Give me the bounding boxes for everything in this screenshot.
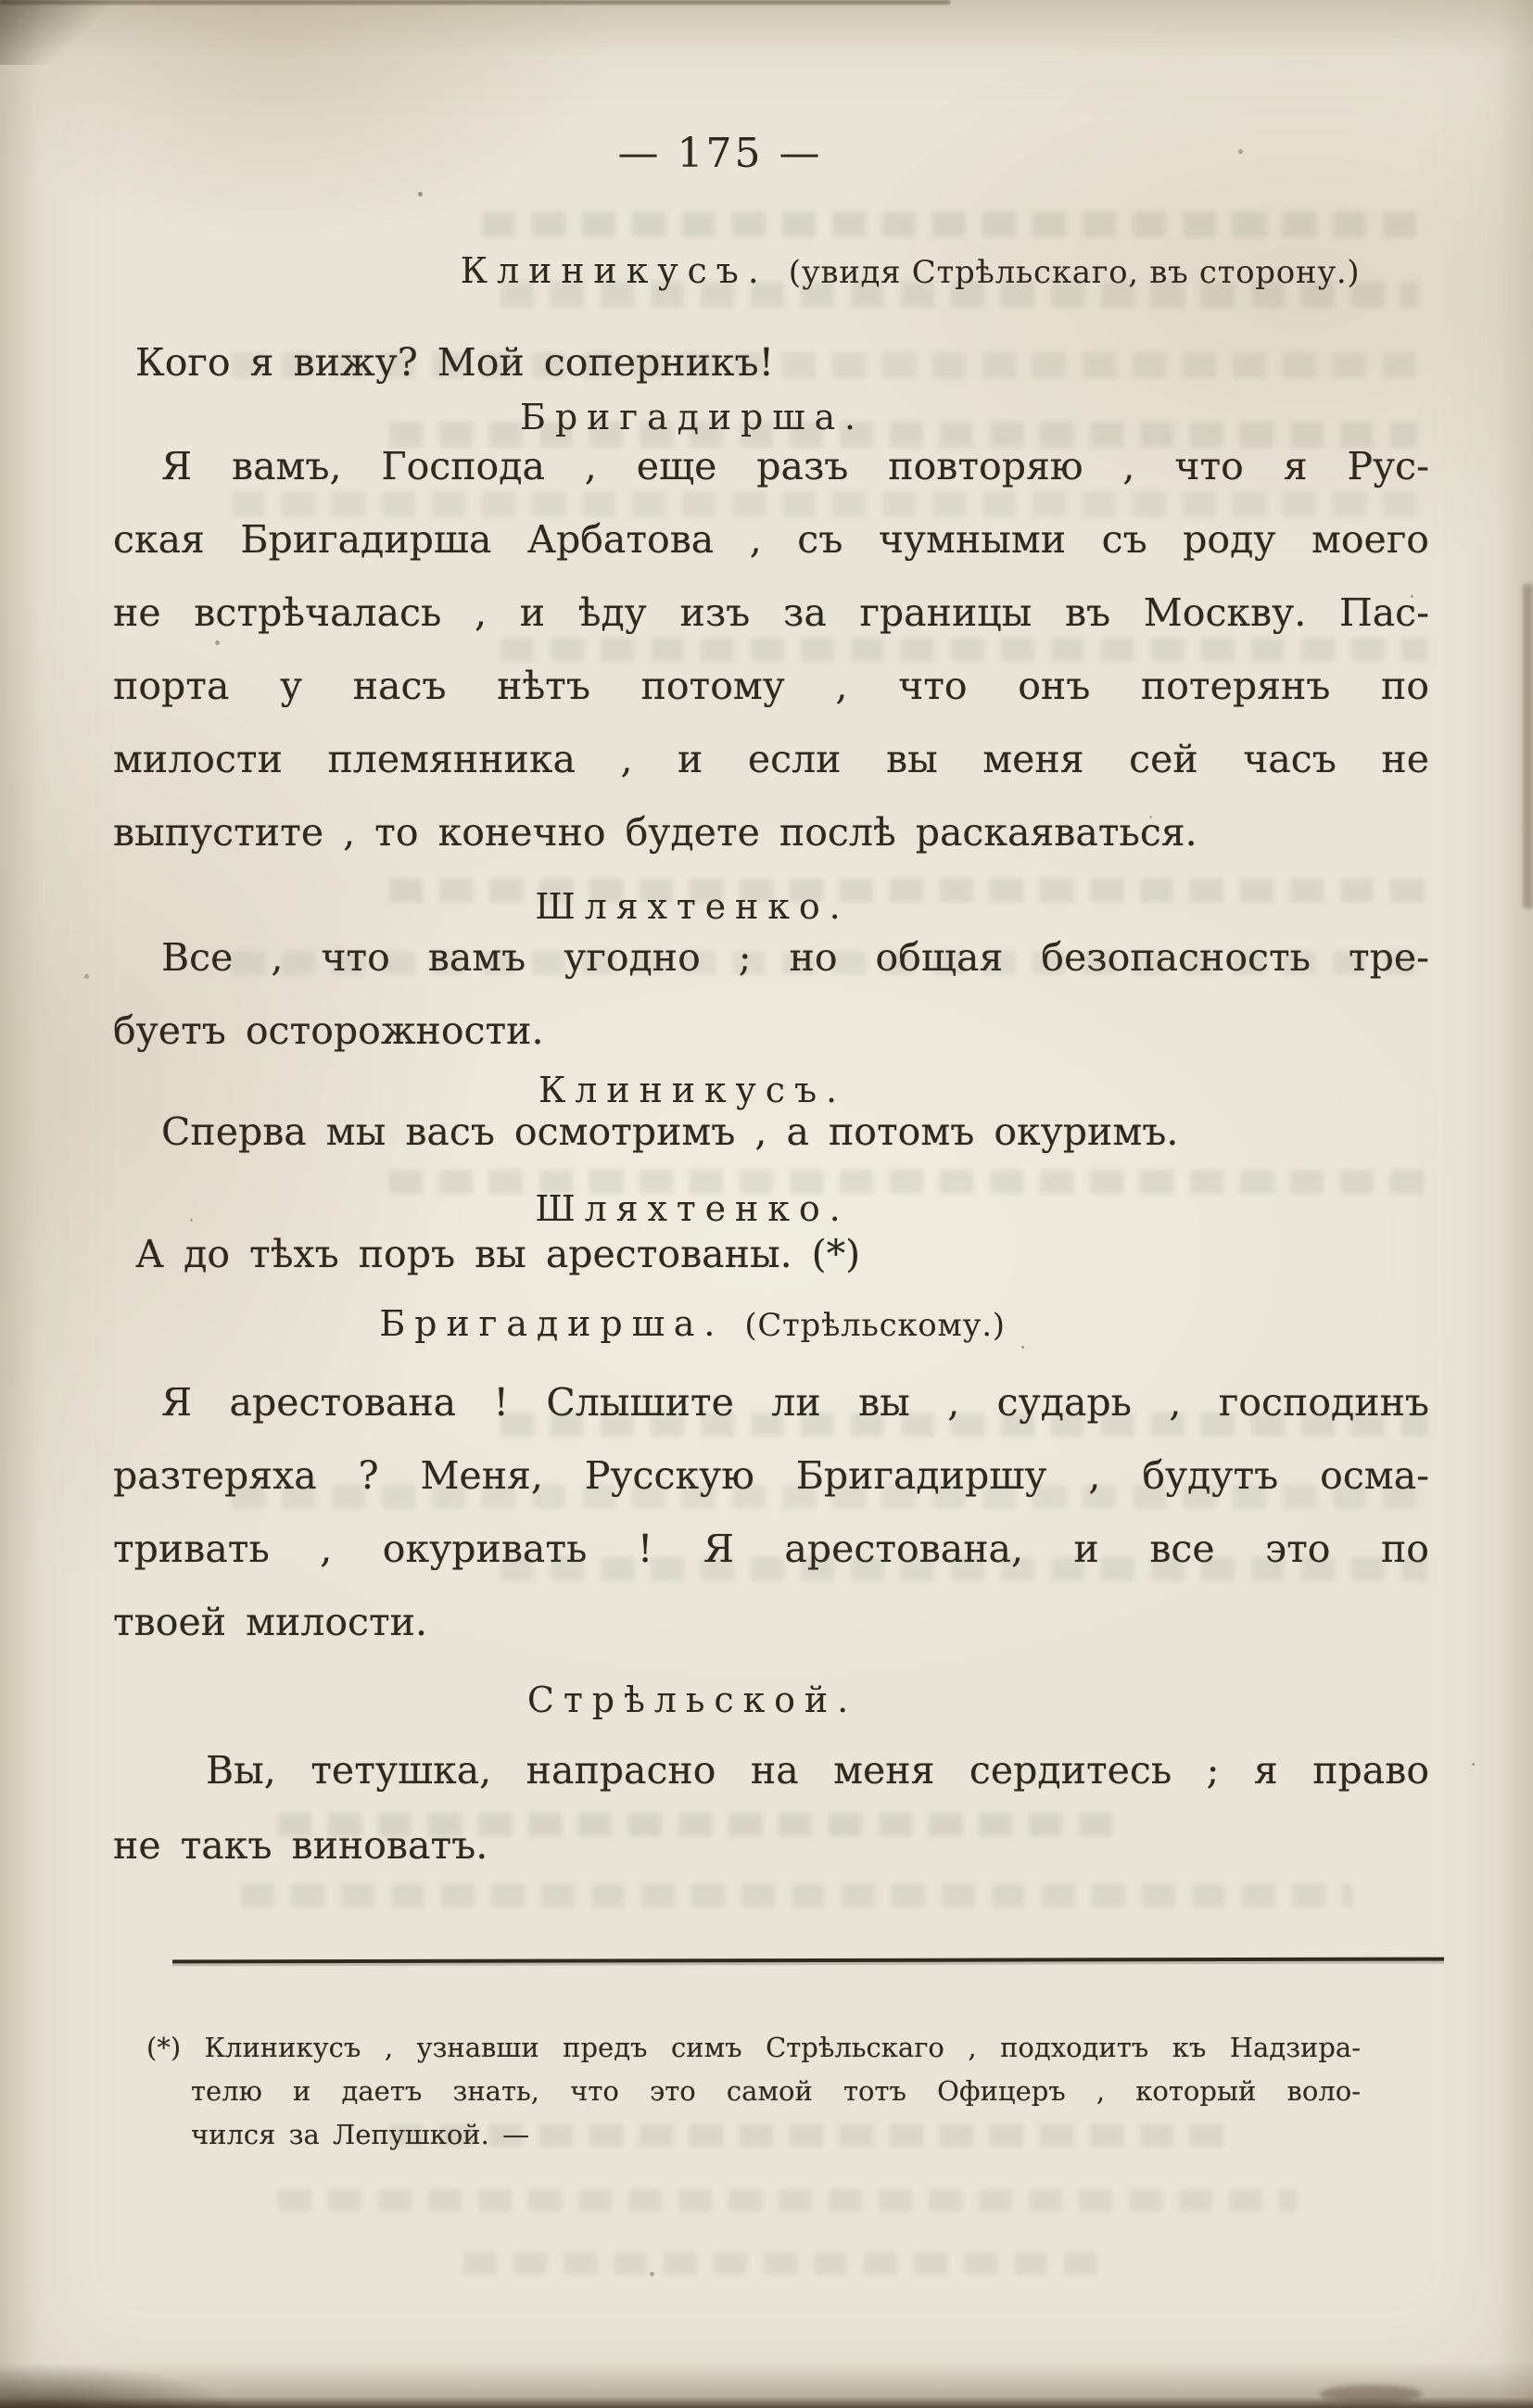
speaker-name: Клиникусъ. [538,1070,846,1110]
text-line: буетъ осторожности. [113,1008,544,1053]
text-line: порта у насъ нѣтъ потому , что онъ потерянъ по [113,664,1429,708]
footnote [146,2026,1361,2157]
text-line: твоей милости. [113,1600,428,1644]
speaker-heading-klinikus-1 [113,243,1429,298]
text-line: милости племянника , и если вы меня сей часъ не [113,737,1429,781]
bleed-through-text [463,2252,1112,2275]
speaker-name: Шляхтенко. [535,886,850,927]
page-number: — 175 — [617,130,823,177]
text-line: Я арестована ! Слышите ли вы , сударь , господинъ [161,1380,1429,1425]
stage-direction: (Стрѣльскому.) [744,1307,1006,1344]
speaker-name: Стрѣльской. [526,1679,858,1720]
speaker-heading-brigadirsha-2 [113,1296,1429,1351]
scan-corner-shadow [0,0,148,65]
dialogue-paragraph [113,1733,1429,1883]
scan-edge-streak [1523,584,1533,908]
bleed-through-text [241,1883,1353,1907]
dialogue-paragraph [113,921,1429,1068]
bleed-through-text [482,211,1418,237]
footnote-line: чился за Лепушкой. — [191,2119,530,2150]
text-line: не такъ виноватъ. [113,1823,488,1868]
speaker-name: Бригадирша. [379,1303,725,1344]
scan-stain [1320,2385,1422,2403]
footnote-line: телю и даетъ знать, что это самой тотъ Офицеръ , который воло- [191,2075,1361,2107]
footnote-line: (*) Клиникусъ , узнавши предъ симъ Стрѣльскаго , подходитъ къ Надзира- [146,2032,1361,2063]
speaker-name: Шляхтенко. [535,1188,850,1229]
dialogue-paragraph [113,1366,1429,1659]
speaker-heading-strelskoy [113,1672,1429,1728]
text-line: ская Бригадирша Арбатова , съ чумными съ роду моего [113,517,1429,562]
scan-corner-shadow [0,2365,232,2408]
dialogue-paragraph [113,1218,1429,1291]
text-line: А до тѣхъ поръ вы арестованы. (*) [135,1232,861,1276]
dialogue-paragraph [113,430,1429,869]
dust-specks [0,0,3,3]
footnote-rule [172,1958,1444,1964]
bleed-through-text [278,2189,1298,2212]
text-line: выпустите , то конечно будете послѣ раскаяваться. [113,810,1197,855]
text-line: Сперва мы васъ осмотримъ , а потомъ окуримъ. [161,1109,1179,1154]
text-line: тривать , окуривать ! Я арестована, и все это по [113,1527,1429,1571]
speaker-name: Клиникусъ. [460,250,768,291]
text-line: не встрѣчалась , и ѣду изъ за границы въ Москву. Пас- [113,590,1429,635]
text-line: Вы, тетушка, напрасно на меня сердитесь ; я право [206,1748,1429,1793]
text-line: разтеряха ? Меня, Русскую Бригадиршу , будутъ осма- [113,1453,1429,1498]
dialogue-paragraph [113,1096,1429,1169]
stage-direction: (увидя Стрѣльскаго, въ сторону.) [788,254,1361,291]
text-line: Я вамъ, Господа , еще разъ повторяю , что я Рус- [161,444,1429,488]
text-line: Все , что вамъ угодно ; но общая безопасность тре- [161,935,1429,980]
text-line: Кого я вижу? Мой соперникъ! [135,340,775,385]
speaker-name: Бригадирша. [520,397,865,437]
